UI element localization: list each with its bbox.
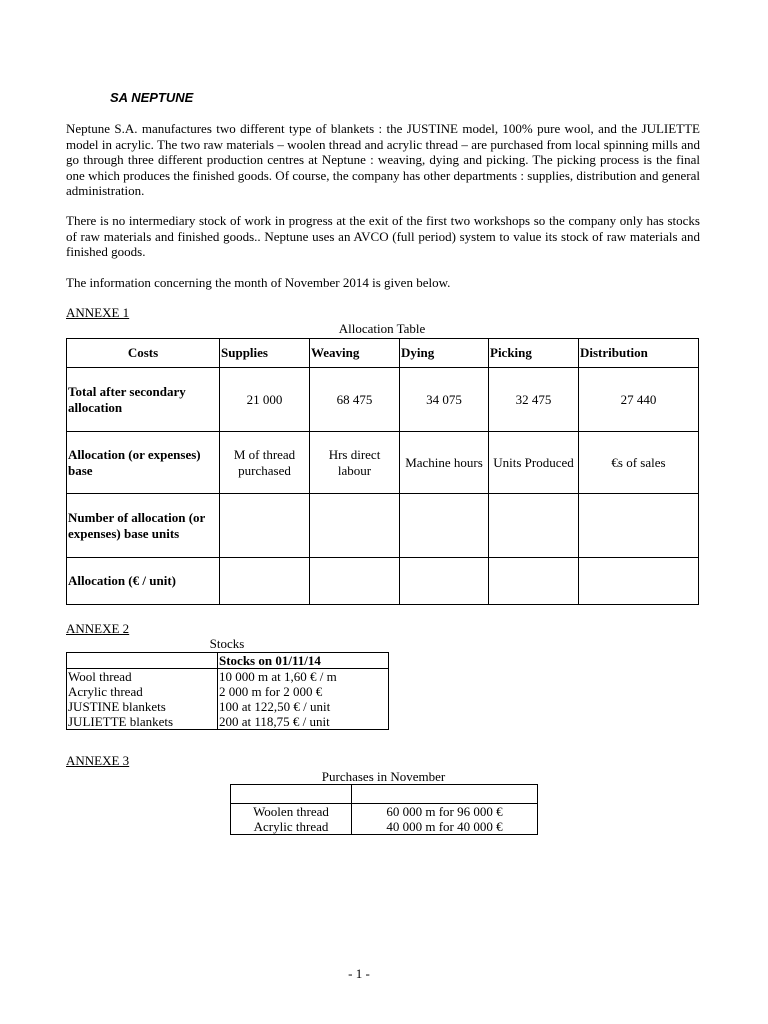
table-row <box>67 494 699 558</box>
row-label: Wool thread <box>67 669 218 685</box>
row-label: JUSTINE blankets <box>67 699 218 714</box>
row-label: Acrylic thread <box>67 684 218 699</box>
table-cell: Units Produced <box>489 432 579 494</box>
row-label: Allocation (€ / unit) <box>67 558 220 605</box>
table-cell <box>400 494 489 558</box>
annexe-2-label: ANNEXE 2 <box>66 621 130 636</box>
table-row <box>67 558 699 605</box>
table-row <box>231 804 538 820</box>
allocation-header-row <box>67 339 699 368</box>
table-row <box>67 714 389 730</box>
table-cell: 68 475 <box>310 368 400 432</box>
table-row <box>231 819 538 835</box>
table-row <box>67 669 389 685</box>
table-cell <box>310 494 400 558</box>
table-cell <box>400 558 489 605</box>
table-cell <box>220 494 310 558</box>
stocks-table-caption: Stocks <box>209 636 245 651</box>
header-cell: Picking <box>489 339 579 368</box>
row-label: JULIETTE blankets <box>67 714 218 730</box>
header-cell: Stocks on 01/11/14 <box>218 653 389 669</box>
table-cell: Hrs direct labour <box>310 432 400 494</box>
table-cell: Machine hours <box>400 432 489 494</box>
purchases-table-caption: Purchases in November <box>321 769 446 784</box>
header-cell: Costs <box>67 339 220 368</box>
table-cell: 34 075 <box>400 368 489 432</box>
table-cell <box>579 558 699 605</box>
row-label: Total after secondary allocation <box>67 368 220 432</box>
header-cell: Distribution <box>579 339 699 368</box>
table-cell: 32 475 <box>489 368 579 432</box>
page-number: - 1 - <box>348 966 370 981</box>
table-cell: 200 at 118,75 € / unit <box>218 714 389 730</box>
row-label: Number of allocation (or expenses) base units <box>67 494 220 558</box>
annexe-1-label: ANNEXE 1 <box>66 305 130 320</box>
table-cell: 60 000 m for 96 000 € <box>352 804 538 820</box>
intro-paragraph: Neptune S.A. manufactures two different type of blankets : the JUSTINE model, 100% pure wool, and the JULIETTE model in acrylic. The two raw materials – woolen thread and acrylic thread – are purchased from local spinning mills and go through three different production centres at Neptune : weaving, dying and picking. The picking process is the final one which produces the finished goods. Of course, the company has other departments : supplies, distribution and general administration. <box>66 121 700 198</box>
table-cell <box>489 558 579 605</box>
header-cell <box>352 785 538 804</box>
purchases-table <box>230 784 538 835</box>
row-label: Woolen thread <box>231 804 352 820</box>
table-cell: 10 000 m at 1,60 € / m <box>218 669 389 685</box>
header-cell <box>231 785 352 804</box>
table-cell <box>220 558 310 605</box>
table-cell <box>579 494 699 558</box>
row-label: Acrylic thread <box>231 819 352 835</box>
document-title: SA NEPTUNE <box>110 90 194 105</box>
header-cell <box>67 653 218 669</box>
purchases-header-row <box>231 785 538 804</box>
table-cell: €s of sales <box>579 432 699 494</box>
table-cell: M of thread purchased <box>220 432 310 494</box>
allocation-table <box>66 338 699 605</box>
table-cell: 2 000 m for 2 000 € <box>218 684 389 699</box>
table-cell <box>310 558 400 605</box>
stock-paragraph: There is no intermediary stock of work in progress at the exit of the first two workshops so the company only has stocks of raw materials and finished goods.. Neptune uses an AVCO (full period) system to value its stock of raw materials and finished goods. <box>66 213 700 259</box>
header-cell: Supplies <box>220 339 310 368</box>
header-cell: Dying <box>400 339 489 368</box>
table-row <box>67 368 699 432</box>
table-cell <box>489 494 579 558</box>
header-cell: Weaving <box>310 339 400 368</box>
table-cell: 27 440 <box>579 368 699 432</box>
allocation-table-caption: Allocation Table <box>338 321 426 336</box>
row-label: Allocation (or expenses) base <box>67 432 220 494</box>
table-cell: 40 000 m for 40 000 € <box>352 819 538 835</box>
table-row <box>67 699 389 714</box>
stocks-header-row <box>67 653 389 669</box>
stocks-table <box>66 652 389 730</box>
annexe-3-label: ANNEXE 3 <box>66 753 130 768</box>
table-row <box>67 432 699 494</box>
table-cell: 21 000 <box>220 368 310 432</box>
table-cell: 100 at 122,50 € / unit <box>218 699 389 714</box>
table-row <box>67 684 389 699</box>
info-paragraph: The information concerning the month of November 2014 is given below. <box>66 275 451 290</box>
